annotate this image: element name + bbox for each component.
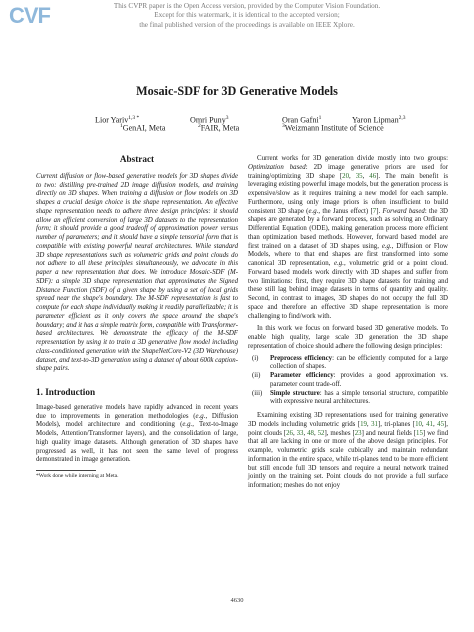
principle-item: (iii) Simple structure: has a simple tensorial structure, compatible with expressive neural architectures. — [252, 389, 448, 406]
citation-link[interactable]: 33 — [296, 429, 304, 437]
affiliation: $^3$Weizmann Institute of Science — [282, 123, 384, 133]
footnote: *Work done while interning at Meta. — [36, 473, 119, 479]
introduction-heading: 1. Introduction — [36, 387, 96, 397]
citation-link[interactable]: 41 — [426, 420, 433, 428]
abstract-heading: Abstract — [119, 154, 155, 164]
citation-link[interactable]: 23 — [354, 429, 362, 437]
body-paragraph: Current works for 3D generation divide mostly into two groups: Optimization based: 2D image generative priors are used for training/optimizing 3D shape [20, 35, 46]. The main benefit is leveraging existing powerful image models, but the generation process is expensive/slow as it requires training a new model for each sample. Furthermore, using only image priors is often insufficient to build consistent 3D shape (e.g., the Janus effect) [7]. Forward based: the 3D shapes are generated by a forward process, such as solving an Ordinary Differential Equation (ODE), making generation process more efficient than optimization based methods. However, forward based model are first trained on a dataset of 3D shapes using, e.g., Diffusion or Flow Models, where to that end shapes are first transformed into some canonical 3D representation, e.g., volumetric grid or a point cloud. Forward based models work directly with 3D shapes and suffer from two limitations: first, they require 3D shape datasets for training and these still lag behind image datasets in terms of quantity and quality. Second, in contrast to images, 3D shapes do not occupy the full 3D space and therefore an effective 3D shape representation is more challenging to find/work with. — [248, 155, 449, 320]
right-column — [248, 155, 448, 491]
affiliation: $^2$FAIR, Meta — [198, 123, 240, 133]
citation-link[interactable]: 15 — [416, 429, 423, 437]
citation-link[interactable]: 45 — [437, 420, 444, 428]
citation-link[interactable]: 48 — [307, 429, 314, 437]
author: Lior Yariv$^{1,3 *}$ — [95, 115, 140, 125]
principle-item: (i) Preprocess efficiency: can be efficiently computed for a large collection of shapes. — [252, 354, 448, 371]
notice-line: This CVPR paper is the Open Access version, provided by the Computer Vision Foundation. — [113, 2, 381, 10]
author: Yaron Lipman$^{2,3}$ — [352, 115, 406, 125]
design-principles-list — [248, 355, 448, 408]
author: Omri Puny$^3$ — [190, 115, 229, 125]
notice-line: the final published version of the proceedings is available on IEEE Xplore. — [139, 20, 355, 29]
open-access-notice — [80, 2, 414, 30]
footnote-divider — [36, 470, 96, 471]
cvf-logo-text: CVF — [9, 3, 50, 28]
citation-link[interactable]: 20 — [342, 172, 349, 180]
intro-paragraph: Image-based generative models have rapidly advanced in recent years due to improvements in generation methodologies (e.g., Diffusion Models), model architecture and conditioning (e.g., Text-to-Image Models, Attention/Transformer layers), and the consolidation of large, high quality image datasets. Although generation of 3D shapes have progressed as well, it has not seen the same level of progress demonstrated in image generation. — [36, 403, 238, 464]
abstract-text: Current diffusion or flow-based generative models for 3D shapes divide to two: distilling pre-trained 2D image diffusion models, and training directly on 3D shapes. When training a diffusion or flow models on 3D shapes a crucial design choice is the shape representation. An effective shape representation needs to adhere three design principles: it should allow an efficient conversion of large 3D datasets to the representation form; it should provide a good tradeoff of approximation power versus number of parameters; and it should have a simple tensorial form that is compatible with existing powerful neural architectures. While standard 3D shape representations such as volumetric grids and point clouds do not adhere to all these principles simultaneously, we advocate in this paper a new representation that does. We introduce Mosaic-SDF (M-SDF): a simple 3D shape representation that approximates the Signed Distance Function (SDF) of a given shape by using a set of local grids spread near the shape's boundary. The M-SDF representation is fast to compute for each shape individually making it readily parallelizable; it is parameter efficient as it only covers the space around the shape's boundary; and it has a simple matrix form, compatible with Transformer-based architectures. We demonstrate the efficacy of the M-SDF representation by using it to train a 3D generative flow model including class-conditioned generation with the ShapeNetCore-V2 (3D Warehouse) dataset, and text-to-3D generation using a dataset of about 600k caption-shape pairs. — [36, 172, 238, 373]
citation-link[interactable]: 10 — [415, 420, 422, 428]
principle-item: (ii) Parameter efficiency: provides a good approximation vs. parameter count trade-off. — [252, 372, 448, 388]
paper-title: Mosaic-SDF for 3D Generative Models — [136, 84, 338, 98]
citation-link[interactable]: 35 — [355, 172, 363, 180]
affiliation: $^1$GenAI, Meta — [120, 123, 166, 133]
body-paragraph: In this work we focus on forward based 3D generative models. To enable high quality, large scale 3D generation the 3D shape representation of choice should adhere the following design principles: — [248, 325, 448, 350]
author: Oran Gafni$^1$ — [282, 115, 322, 125]
citation-link[interactable]: 46 — [369, 172, 377, 180]
citation-link[interactable]: 52 — [317, 429, 325, 437]
left-column — [36, 155, 238, 480]
body-paragraph: Examining existing 3D representations used for training generative 3D models including volumetric grids [19, 31], tri-planes [10, 41, 45], point clouds [26, 33, 48, 52], meshes [23] and neural fields [15] we find that all are lacking in one or more of the above design principles. For example, volumetric grids scale cubically and maintain redundant information in the entire space, while tri-planes tend to be more efficient but still encode full 3D tensors and require a neural network trained jointly on the training set. Point clouds do not provide a full surface information; meshes do not enjoy — [248, 412, 449, 489]
cvf-logo — [9, 3, 59, 29]
citation-link[interactable]: 31 — [371, 420, 378, 428]
page-number: 4630 — [230, 597, 244, 604]
citation-link[interactable]: 19 — [360, 420, 367, 428]
notice-line: Except for this watermark, it is identical to the accepted version; — [154, 11, 340, 20]
citation-link[interactable]: 26 — [286, 429, 293, 437]
citation-link[interactable]: 7 — [372, 207, 377, 215]
